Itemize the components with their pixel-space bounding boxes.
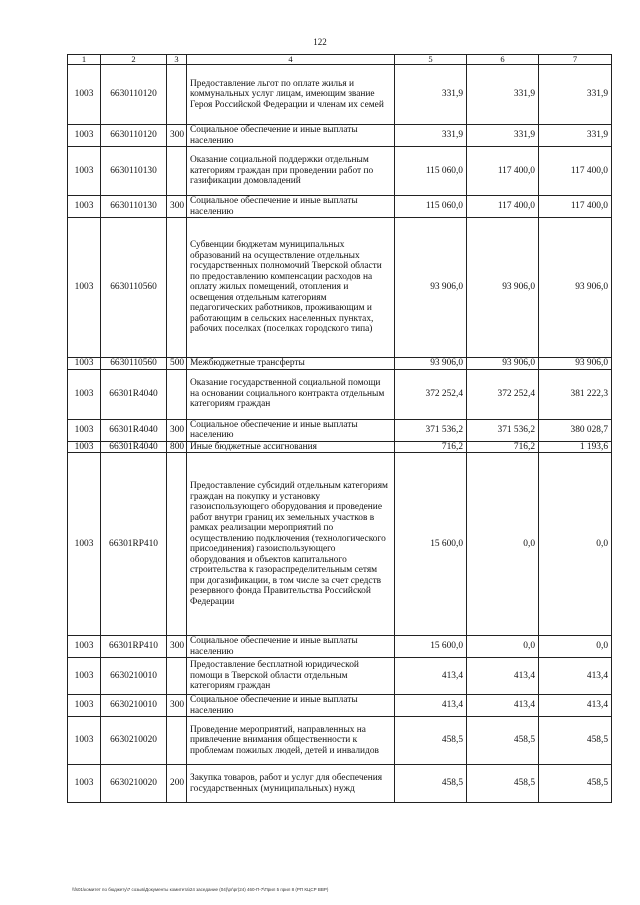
- amount-col6: 93 906,0: [467, 218, 539, 358]
- section-code: 1003: [68, 695, 101, 717]
- target-article-code: 66301R4040: [101, 369, 167, 419]
- amount-col5: 331,9: [395, 125, 467, 147]
- amount-col7: 331,9: [539, 65, 612, 125]
- amount-col7: 93 906,0: [539, 218, 612, 358]
- amount-col7: 93 906,0: [539, 358, 612, 370]
- expense-type-code: 300: [167, 695, 187, 717]
- amount-col6: 331,9: [467, 65, 539, 125]
- amount-col7: 117 400,0: [539, 196, 612, 218]
- table-row: [68, 717, 612, 765]
- target-article-code: 6630210020: [101, 717, 167, 765]
- table-row: [68, 695, 612, 717]
- amount-col5: 413,4: [395, 658, 467, 695]
- section-code: 1003: [68, 453, 101, 636]
- amount-col7: 0,0: [539, 636, 612, 658]
- row-description: Предоставление бесплатной юридической помощи в Тверской области отдельным категориям граждан: [187, 658, 395, 695]
- expense-type-code: [167, 147, 187, 196]
- column-header: 4: [187, 55, 395, 65]
- amount-col6: 0,0: [467, 453, 539, 636]
- section-code: 1003: [68, 358, 101, 370]
- amount-col6: 371 536,2: [467, 419, 539, 441]
- amount-col6: 93 906,0: [467, 358, 539, 370]
- expense-type-code: [167, 717, 187, 765]
- amount-col5: 413,4: [395, 695, 467, 717]
- section-code: 1003: [68, 369, 101, 419]
- amount-col6: 458,5: [467, 717, 539, 765]
- target-article-code: 6630110120: [101, 65, 167, 125]
- expense-type-code: 800: [167, 441, 187, 453]
- amount-col7: 331,9: [539, 125, 612, 147]
- amount-col7: 413,4: [539, 695, 612, 717]
- table-row: [68, 125, 612, 147]
- row-description: Социальное обеспечение и иные выплаты населению: [187, 636, 395, 658]
- expense-type-code: [167, 65, 187, 125]
- amount-col5: 93 906,0: [395, 358, 467, 370]
- amount-col5: 716,2: [395, 441, 467, 453]
- table-row: [68, 147, 612, 196]
- column-header: 2: [101, 55, 167, 65]
- target-article-code: 6630110560: [101, 218, 167, 358]
- expense-type-code: 200: [167, 765, 187, 803]
- expense-type-code: 500: [167, 358, 187, 370]
- target-article-code: 6630110120: [101, 125, 167, 147]
- amount-col5: 115 060,0: [395, 196, 467, 218]
- column-header: 3: [167, 55, 187, 65]
- table-row: [68, 441, 612, 453]
- amount-col5: 371 536,2: [395, 419, 467, 441]
- column-header: 1: [68, 55, 101, 65]
- page-number: 122: [313, 37, 327, 47]
- section-code: 1003: [68, 636, 101, 658]
- section-code: 1003: [68, 419, 101, 441]
- row-description: Предоставление субсидий отдельным категориям граждан на покупку и установку газоиспользующего оборудования и проведение работ внутри границ их земельных участков в рамках реализации мероприятий по осуществлению подключения (технологического присоединения) газоиспользующего оборудования и объектов капитального строительства к газораспределительным сетям при догазификации, в том числе за счет средств резервного фонда Правительства Российской Федерации: [187, 453, 395, 636]
- target-article-code: 6630110130: [101, 147, 167, 196]
- amount-col7: 458,5: [539, 717, 612, 765]
- row-description: Субвенции бюджетам муниципальных образований на осуществление отдельных государственных полномочий Тверской области по предоставлению компенсации расходов на оплату жилых помещений, отопления и освещения отдельным категориям педагогических работников, проживающим и работающим в сельских населенных пунктах, рабочих поселках (поселках городского типа): [187, 218, 395, 358]
- amount-col7: 413,4: [539, 658, 612, 695]
- row-description: Социальное обеспечение и иные выплаты населению: [187, 196, 395, 218]
- amount-col7: 380 028,7: [539, 419, 612, 441]
- amount-col7: 1 193,6: [539, 441, 612, 453]
- section-code: 1003: [68, 658, 101, 695]
- amount-col5: 458,5: [395, 765, 467, 803]
- amount-col7: 458,5: [539, 765, 612, 803]
- row-description: Проведение мероприятий, направленных на привлечение внимания общественности к проблемам пожилых людей, детей и инвалидов: [187, 717, 395, 765]
- expense-type-code: [167, 453, 187, 636]
- table-row: [68, 453, 612, 636]
- amount-col7: 381 222,3: [539, 369, 612, 419]
- table-row: [68, 636, 612, 658]
- budget-table: [67, 54, 612, 803]
- amount-col5: 15 600,0: [395, 453, 467, 636]
- section-code: 1003: [68, 218, 101, 358]
- target-article-code: 6630110560: [101, 358, 167, 370]
- target-article-code: 66301RP410: [101, 453, 167, 636]
- column-header: 7: [539, 55, 612, 65]
- row-description: Социальное обеспечение и иные выплаты населению: [187, 695, 395, 717]
- row-description: Межбюджетные трансферты: [187, 358, 395, 370]
- amount-col6: 716,2: [467, 441, 539, 453]
- amount-col6: 413,4: [467, 695, 539, 717]
- amount-col6: 458,5: [467, 765, 539, 803]
- row-description: Социальное обеспечение и иные выплаты населению: [187, 419, 395, 441]
- footer-file-path: \\fs01\комитет по бюджету\7 созыв\Документы комитета\24 заседание (04)\pr\pr(24) 460-П-7\Прил 5 прил 8 (РП КЦСР ВВР): [72, 887, 329, 892]
- amount-col6: 372 252,4: [467, 369, 539, 419]
- expense-type-code: 300: [167, 636, 187, 658]
- row-description: Предоставление льгот по оплате жилья и коммунальных услуг лицам, имеющим звание Героя Российской Федерации и членам их семей: [187, 65, 395, 125]
- row-description: Иные бюджетные ассигнования: [187, 441, 395, 453]
- amount-col5: 93 906,0: [395, 218, 467, 358]
- amount-col5: 372 252,4: [395, 369, 467, 419]
- amount-col6: 117 400,0: [467, 147, 539, 196]
- row-description: Оказание государственной социальной помощи на основании социального контракта отдельным категориям граждан: [187, 369, 395, 419]
- row-description: Закупка товаров, работ и услуг для обеспечения государственных (муниципальных) нужд: [187, 765, 395, 803]
- table-row: [68, 419, 612, 441]
- target-article-code: 66301R4040: [101, 441, 167, 453]
- target-article-code: 6630210010: [101, 695, 167, 717]
- expense-type-code: 300: [167, 125, 187, 147]
- expense-type-code: 300: [167, 419, 187, 441]
- target-article-code: 6630210020: [101, 765, 167, 803]
- column-number-row: [68, 55, 612, 65]
- amount-col6: 117 400,0: [467, 196, 539, 218]
- section-code: 1003: [68, 125, 101, 147]
- table-row: [68, 658, 612, 695]
- target-article-code: 66301R4040: [101, 419, 167, 441]
- amount-col5: 331,9: [395, 65, 467, 125]
- table-row: [68, 196, 612, 218]
- expense-type-code: [167, 658, 187, 695]
- section-code: 1003: [68, 441, 101, 453]
- amount-col7: 117 400,0: [539, 147, 612, 196]
- target-article-code: 6630210010: [101, 658, 167, 695]
- amount-col6: 413,4: [467, 658, 539, 695]
- expense-type-code: [167, 369, 187, 419]
- section-code: 1003: [68, 765, 101, 803]
- amount-col6: 0,0: [467, 636, 539, 658]
- amount-col6: 331,9: [467, 125, 539, 147]
- column-header: 5: [395, 55, 467, 65]
- section-code: 1003: [68, 196, 101, 218]
- row-description: Социальное обеспечение и иные выплаты населению: [187, 125, 395, 147]
- table-row: [68, 65, 612, 125]
- row-description: Оказание социальной поддержки отдельным категориям граждан при проведении работ по газификации домовладений: [187, 147, 395, 196]
- table-row: [68, 358, 612, 370]
- table-row: [68, 369, 612, 419]
- section-code: 1003: [68, 65, 101, 125]
- amount-col5: 458,5: [395, 717, 467, 765]
- expense-type-code: 300: [167, 196, 187, 218]
- amount-col5: 115 060,0: [395, 147, 467, 196]
- amount-col7: 0,0: [539, 453, 612, 636]
- target-article-code: 6630110130: [101, 196, 167, 218]
- table-row: [68, 218, 612, 358]
- column-header: 6: [467, 55, 539, 65]
- section-code: 1003: [68, 717, 101, 765]
- section-code: 1003: [68, 147, 101, 196]
- amount-col5: 15 600,0: [395, 636, 467, 658]
- expense-type-code: [167, 218, 187, 358]
- target-article-code: 66301RP410: [101, 636, 167, 658]
- table-row: [68, 765, 612, 803]
